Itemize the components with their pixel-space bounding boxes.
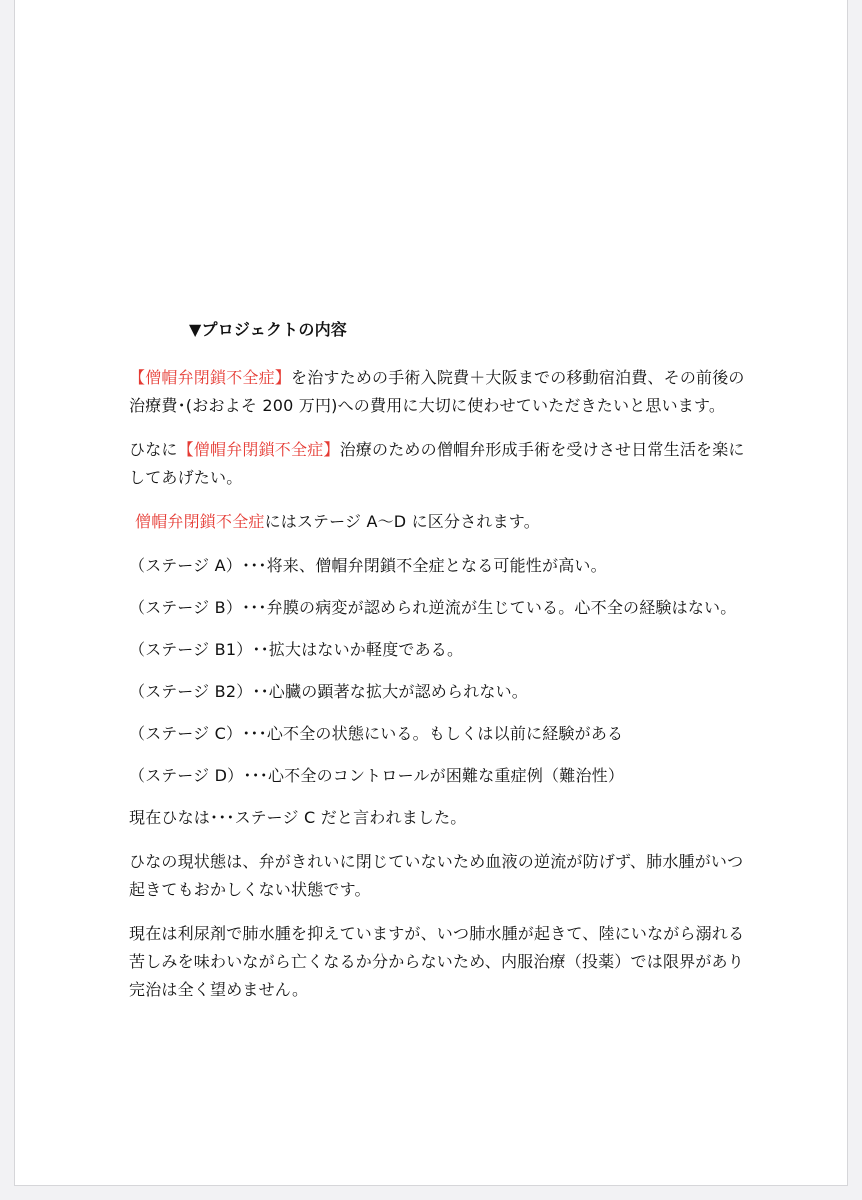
paragraph-stages-intro — [129, 508, 749, 536]
stage-item-c: （ステージ C）･･･心不全の状態にいる。もしくは以前に経験がある — [129, 724, 624, 743]
stage-item-b: （ステージ B）･･･弁膜の病変が認められ逆流が生じている。心不全の経験はない。 — [129, 598, 737, 617]
paragraph-stages-intro-text: にはステージ A〜D に区分されます。 — [264, 512, 540, 531]
paragraph-current-stage: 現在ひなは･･･ステージ C だと言われました。 — [129, 808, 467, 827]
paragraph-purpose — [129, 364, 749, 420]
document-page — [14, 0, 848, 1186]
paragraph-purpose-text: を治すための手術入院費＋大阪までの移動宿泊費、その前後の治療費･(おおよそ 200 万円)への費用に大切に使わせていただきたいと思います。 — [129, 368, 745, 415]
stage-item-b2: （ステージ B2）･･心臓の顕著な拡大が認められない。 — [129, 682, 529, 701]
stage-item-d: （ステージ D）･･･心不全のコントロールが困難な重症例（難治性） — [129, 766, 625, 785]
paragraph-treatment: 現在は利尿剤で肺水腫を抑えていますが、いつ肺水腫が起きて、陸にいながら溺れる苦しみを味わいながら亡くなるか分からないため、内服治療（投薬）では限界があり完治は全く望めません。 — [129, 924, 745, 999]
section-heading: ▼プロジェクトの内容 — [189, 320, 347, 339]
disease-highlight: 【僧帽弁閉鎖不全症】 — [177, 440, 340, 459]
paragraph-goal — [129, 436, 749, 492]
paragraph-condition: ひなの現状態は、弁がきれいに閉じていないため血液の逆流が防げず、肺水腫がいつ起きてもおかしくない状態です。 — [129, 852, 744, 899]
stage-item-a: （ステージ A）･･･将来、僧帽弁閉鎖不全症となる可能性が高い。 — [129, 556, 607, 575]
stage-item-b1: （ステージ B1）･･拡大はないか軽度である。 — [129, 640, 464, 659]
disease-highlight: 僧帽弁閉鎖不全症 — [135, 512, 265, 531]
paragraph-goal-text: 治療のための僧帽弁形成手術を受けさせ日常生活を楽にしてあげたい。 — [129, 440, 745, 487]
paragraph-goal-prefix: ひなに — [129, 440, 178, 459]
document-content — [129, 316, 749, 1020]
disease-highlight: 【僧帽弁閉鎖不全症】 — [129, 368, 292, 387]
